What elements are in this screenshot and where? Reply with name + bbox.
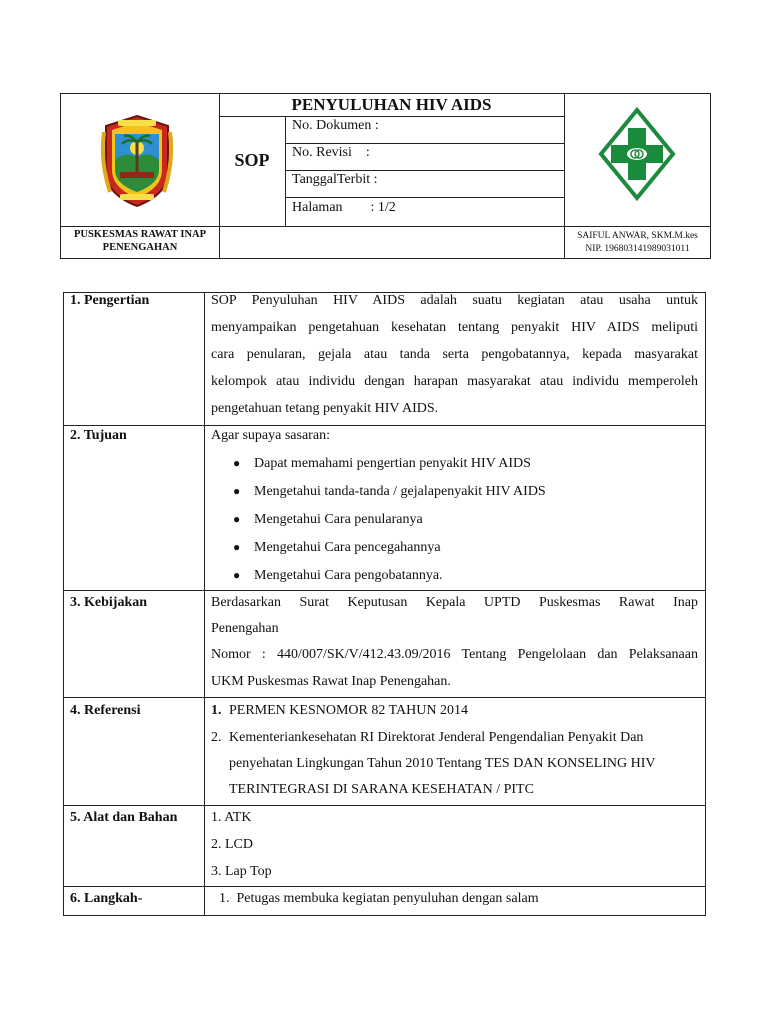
section-label-kebijakan: 3. Kebijakan <box>70 595 148 610</box>
pengertian-line: SOP Penyuluhan HIV AIDS adalah suatu kegiatan atau usaha untuk <box>211 293 698 308</box>
divider <box>285 116 286 226</box>
pengertian-line: cara penularan, gejala atau tanda serta pengobatannya, kepada masyarakat <box>211 347 698 362</box>
document-title: PENYULUHAN HIV AIDS <box>291 95 492 114</box>
bullet-icon: ● <box>233 484 241 498</box>
divider <box>285 143 564 144</box>
tujuan-item: Dapat memahami pengertian penyakit HIV AIDS <box>254 456 531 471</box>
referensi-item: penyehatan Lingkungan Tahun 2010 Tentang TES DAN KONSELING HIV <box>229 756 656 771</box>
signer-nip: NIP. 196803141989031011 <box>585 244 690 254</box>
section-label-tujuan: 2. Tujuan <box>70 428 127 443</box>
bullet-icon: ● <box>233 456 241 470</box>
alat-item: 2. LCD <box>211 837 253 852</box>
organization-name <box>62 228 218 254</box>
signer-name: SAIFUL ANWAR, SKM.M.kes <box>577 231 698 241</box>
divider <box>564 93 565 259</box>
tujuan-item: Mengetahui Cara penularanya <box>254 512 423 527</box>
kebijakan-line: UKM Puskesmas Rawat Inap Penengahan. <box>211 674 451 689</box>
page-label: Halaman : 1/2 <box>292 200 396 215</box>
referensi-number: 2. <box>211 730 222 745</box>
divider <box>219 116 564 117</box>
divider <box>63 805 706 806</box>
tujuan-item: Mengetahui Cara pengobatannya. <box>254 568 443 583</box>
organization-line-2: PENENGAHAN <box>102 242 178 253</box>
alat-item: 1. ATK <box>211 810 252 825</box>
kebijakan-line: Berdasarkan Surat Keputusan Kepala UPTD Puskesmas Rawat Inap <box>211 595 698 610</box>
referensi-item: PERMEN KESNOMOR 82 TAHUN 2014 <box>229 703 468 718</box>
referensi-item: TERINTEGRASI DI SARANA KESEHATAN / PITC <box>229 782 534 797</box>
divider <box>219 93 220 259</box>
doc-number-label: No. Dokumen : <box>292 118 379 133</box>
section-label-alat: 5. Alat dan Bahan <box>70 810 178 825</box>
divider <box>60 226 711 227</box>
tujuan-intro: Agar supaya sasaran: <box>211 428 330 443</box>
divider <box>63 425 706 426</box>
divider <box>204 292 205 916</box>
pengertian-line: kelompok atau individu dengan harapan masyarakat atau individu memperoleh <box>211 374 698 389</box>
divider <box>285 197 564 198</box>
puskesmas-logo-icon <box>597 106 677 202</box>
alat-item: 3. Lap Top <box>211 864 272 879</box>
regency-logo-icon <box>100 112 174 208</box>
tujuan-item: Mengetahui tanda-tanda / gejalapenyakit HIV AIDS <box>254 484 546 499</box>
divider <box>285 170 564 171</box>
revision-label: No. Revisi : <box>292 145 370 160</box>
section-label-langkah: 6. Langkah- <box>70 891 143 906</box>
kebijakan-line: Penengahan <box>211 621 279 636</box>
section-label-referensi: 4. Referensi <box>70 703 141 718</box>
referensi-number: 1. <box>211 703 222 718</box>
sop-label: SOP <box>234 150 270 170</box>
issue-date-label: TanggalTerbit : <box>292 172 378 187</box>
bullet-icon: ● <box>233 540 241 554</box>
pengertian-line: menyampaikan pengetahuan kesehatan tentang penyakit HIV AIDS meliputi <box>211 320 698 335</box>
kebijakan-line: Nomor : 440/007/SK/V/412.43.09/2016 Tentang Pengelolaan dan Pelaksanaan <box>211 647 698 662</box>
organization-line-1: PUSKESMAS RAWAT INAP <box>73 229 207 240</box>
section-label-pengertian: 1. Pengertian <box>70 293 150 308</box>
bullet-icon: ● <box>233 512 241 526</box>
signer-block <box>566 230 709 256</box>
tujuan-item: Mengetahui Cara pencegahannya <box>254 540 441 555</box>
langkah-item: 1. Petugas membuka kegiatan penyuluhan dengan salam <box>219 891 539 906</box>
bullet-icon: ● <box>233 568 241 582</box>
referensi-item: Kementeriankesehatan RI Direktorat Jenderal Pengendalian Penyakit Dan <box>229 730 644 745</box>
pengertian-line: pengetahuan tetang penyakit HIV AIDS. <box>211 401 439 416</box>
